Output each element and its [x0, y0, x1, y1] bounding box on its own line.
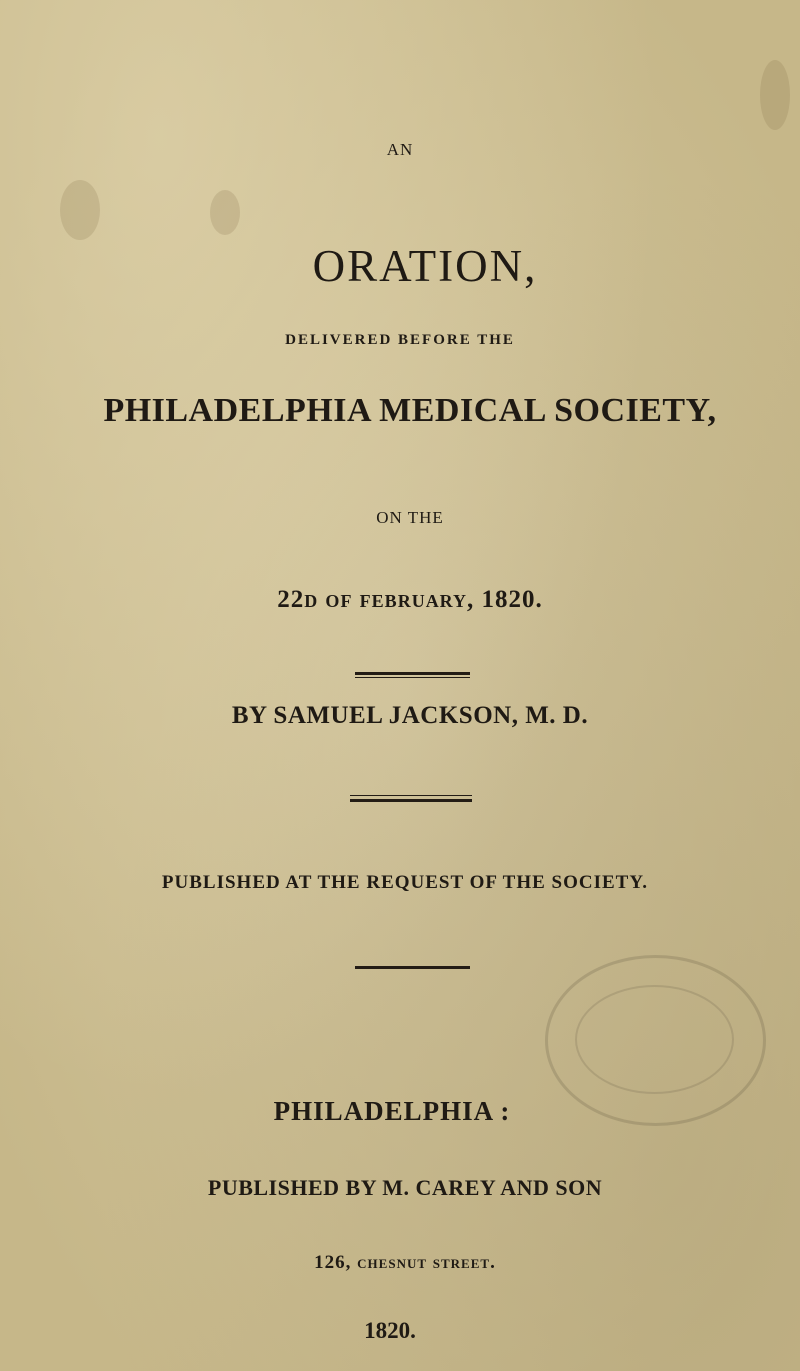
paper-stain [760, 60, 790, 130]
paper-stain [60, 180, 100, 240]
oration-date: 22d of february, 1820. [277, 586, 543, 613]
rule-divider [355, 966, 470, 969]
rule-divider [350, 799, 472, 802]
rule-divider [355, 672, 470, 675]
on-the-line: ON THE [376, 508, 444, 527]
author-line: BY SAMUEL JACKSON, M. D. [231, 702, 589, 729]
imprint-city: PHILADELPHIA : [273, 1096, 511, 1126]
delivered-before-line: DELIVERED BEFORE THE [285, 332, 515, 348]
heading-an: AN [386, 140, 414, 159]
imprint-publisher: PUBLISHED BY M. CAREY AND SON [207, 1175, 603, 1200]
main-title: ORATION, [312, 241, 538, 291]
publication-note: PUBLISHED AT THE REQUEST OF THE SOCIETY. [161, 872, 649, 893]
rule-divider [350, 795, 472, 796]
imprint-year: 1820. [364, 1318, 416, 1343]
rule-divider [355, 677, 470, 678]
imprint-address: 126, chesnut street. [314, 1252, 496, 1273]
society-name: PHILADELPHIA MEDICAL SOCIETY, [103, 392, 717, 429]
library-stamp-icon [575, 985, 734, 1094]
paper-stain [210, 190, 240, 235]
